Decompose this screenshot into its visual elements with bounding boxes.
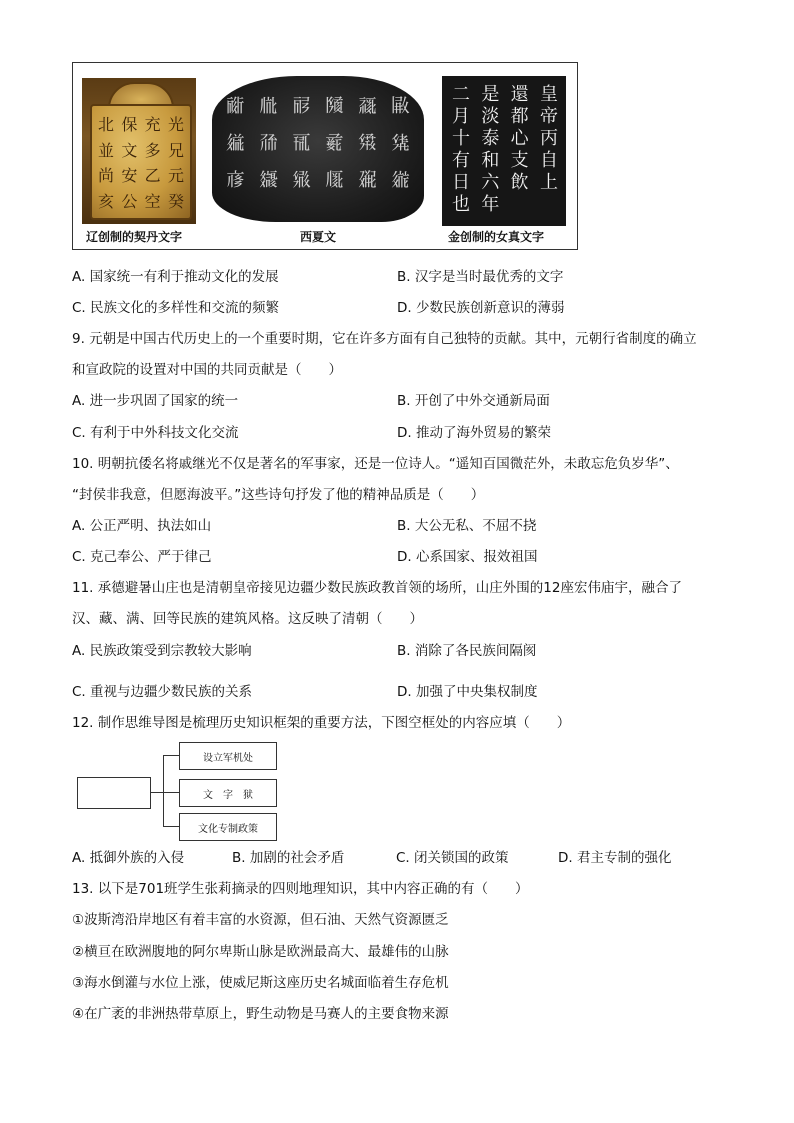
mind-map-connector	[150, 792, 163, 793]
khitan-glyph: 充	[144, 115, 161, 134]
jurchen-glyph: 自	[539, 150, 558, 171]
xixia-glyph: 𗠁	[226, 95, 246, 118]
q13-item-4: ④在广袤的非洲热带草原上，野生动物是马赛人的主要食物来源	[72, 1006, 449, 1022]
q13-item-2: ②横亘在欧洲腹地的阿尔卑斯山脉是欧洲最高大、最雄伟的山脉	[72, 944, 449, 960]
xixia-glyph: 𗂧	[324, 95, 344, 118]
xixia-glyph: 𗹙	[357, 95, 377, 118]
q10-option-a[interactable]: A. 公正严明、执法如山	[72, 518, 212, 534]
khitan-glyph: 癸	[167, 191, 184, 211]
caption-xixia: 西夏文	[300, 230, 337, 244]
q11-option-b[interactable]: B. 消除了各民族间隔阂	[397, 643, 537, 659]
q8-option-d[interactable]: D. 少数民族创新意识的薄弱	[397, 300, 565, 316]
xixia-glyph: 𗘂	[357, 168, 377, 191]
jurchen-glyph: 心	[510, 128, 529, 149]
caption-khitan: 辽创制的契丹文字	[86, 230, 183, 244]
q13-stem: 13. 以下是701班学生张莉摘录的四则地理知识，其中内容正确的有（ ）	[72, 881, 529, 897]
jurchen-glyph: 和	[481, 150, 500, 171]
xixia-glyph: 𗋽	[357, 131, 377, 154]
q12-option-c[interactable]: C. 闭关锁国的政策	[396, 850, 509, 866]
q9-option-c[interactable]: C. 有利于中外科技文化交流	[72, 425, 239, 441]
xixia-glyph: 𗋒	[291, 168, 311, 191]
jurchen-glyph: 二	[452, 84, 470, 105]
khitan-glyph: 並	[98, 140, 115, 160]
q12-option-b[interactable]: B. 加剧的社会矛盾	[232, 850, 345, 866]
xixia-glyph: 𗅲	[324, 168, 344, 191]
xixia-glyph: 𗈜	[324, 131, 344, 154]
khitan-column	[145, 112, 161, 212]
jurchen-glyph: 支	[510, 150, 529, 171]
khitan-glyph: 文	[121, 140, 138, 160]
jurchen-column	[540, 84, 558, 216]
xixia-glyph: 𗗙	[258, 131, 278, 154]
q9-stem-line-1: 9. 元朝是中国古代历史上的一个重要时期，它在许多方面有自己独特的贡献。其中，元朝行省制度的确立	[72, 331, 697, 347]
jurchen-glyph: 上	[539, 172, 558, 193]
khitan-column	[168, 112, 184, 212]
mind-map-blank-box[interactable]	[77, 777, 151, 809]
jurchen-glyph: 也	[452, 194, 470, 215]
jurchen-glyph: 都	[510, 106, 529, 127]
mind-map-node-3: 文化专制政策	[179, 813, 277, 841]
q10-option-b[interactable]: B. 大公无私、不屈不挠	[397, 518, 537, 534]
q10-option-d[interactable]: D. 心系国家、报效祖国	[397, 549, 538, 565]
q9-option-a[interactable]: A. 进一步巩固了国家的统一	[72, 393, 239, 409]
khitan-glyph: 北	[98, 115, 115, 134]
xixia-column	[325, 88, 344, 198]
xixia-glyph: 𗿼	[258, 168, 278, 191]
caption-jurchen: 金创制的女真文字	[448, 230, 545, 244]
q11-option-d[interactable]: D. 加强了中央集权制度	[397, 684, 538, 700]
q11-stem-line-2: 汉、藏、满、回等民族的建筑风格。这反映了清朝（ ）	[72, 611, 423, 627]
q9-option-b[interactable]: B. 开创了中外交通新局面	[397, 393, 550, 409]
mind-map-bracket	[163, 755, 164, 827]
khitan-glyph: 保	[121, 115, 138, 134]
mind-map-node-1: 设立军机处	[179, 742, 277, 770]
jurchen-glyph: 還	[510, 84, 529, 105]
jurchen-glyph: 十	[452, 128, 470, 149]
xixia-column	[259, 88, 278, 198]
jurchen-glyph: 丙	[539, 128, 558, 149]
q8-option-a[interactable]: A. 国家统一有利于推动文化的发展	[72, 269, 279, 285]
q8-option-c[interactable]: C. 民族文化的多样性和交流的频繁	[72, 300, 280, 316]
q13-item-1: ①波斯湾沿岸地区有着丰富的水资源，但石油、天然气资源匮乏	[72, 912, 449, 928]
jurchen-glyph: 日	[452, 172, 470, 193]
jurchen-glyph: 是	[481, 84, 500, 105]
jurchen-glyph: 淡	[481, 106, 500, 127]
xixia-column	[226, 88, 245, 198]
khitan-glyph: 尚	[98, 166, 115, 186]
xixia-glyph: 𗟲	[291, 95, 311, 118]
q11-option-a[interactable]: A. 民族政策受到宗教较大影响	[72, 643, 252, 659]
khitan-glyph: 元	[167, 166, 184, 186]
jurchen-glyph: 月	[452, 106, 470, 127]
xixia-glyph: 𗊻	[390, 131, 410, 154]
q11-option-c[interactable]: C. 重视与边疆少数民族的关系	[72, 684, 253, 700]
q9-option-d[interactable]: D. 推动了海外贸易的繁荣	[397, 425, 551, 441]
jurchen-glyph: 泰	[481, 128, 500, 149]
xixia-glyph: 𗀋	[291, 131, 311, 154]
khitan-glyph: 公	[121, 191, 138, 211]
khitan-glyph: 乙	[144, 166, 161, 186]
khitan-glyph: 亥	[98, 191, 115, 211]
khitan-glyph: 光	[167, 115, 184, 134]
jurchen-glyph: 六	[481, 172, 500, 193]
q10-option-c[interactable]: C. 克己奉公、严于律己	[72, 549, 212, 565]
jurchen-glyph: 帝	[539, 106, 558, 127]
xixia-column	[292, 88, 311, 198]
q12-option-a[interactable]: A. 抵御外族的入侵	[72, 850, 185, 866]
xixia-glyph: 𗇋	[226, 168, 246, 191]
jurchen-glyph: 皇	[539, 84, 558, 105]
xixia-glyph: 𗨁	[390, 168, 410, 191]
xixia-glyph: 𗄻	[258, 95, 278, 118]
xixia-stone-image	[212, 76, 424, 222]
khitan-glyph: 兄	[167, 140, 184, 160]
khitan-glyph: 空	[144, 191, 161, 211]
q10-stem-line-1: 10. 明朝抗倭名将戚继光不仅是著名的军事家，还是一位诗人。“遥知百国微茫外，未敢忘危负岁华”、	[72, 456, 679, 472]
q12-stem: 12. 制作思维导图是梳理历史知识框架的重要方法，下图空框处的内容应填（ ）	[72, 715, 571, 731]
mind-map-node-2: 文 字 狱	[179, 779, 277, 807]
xixia-glyph: 𗁹	[390, 95, 410, 118]
jurchen-column	[511, 84, 529, 216]
khitan-seal-image	[82, 78, 196, 224]
xixia-column	[358, 88, 377, 198]
seal-face	[90, 104, 192, 220]
mind-map-branch-1	[163, 755, 179, 756]
khitan-column	[121, 112, 137, 212]
khitan-glyph: 安	[121, 166, 138, 186]
khitan-glyph: 多	[144, 140, 161, 160]
q13-item-3: ③海水倒灌与水位上涨，使威尼斯这座历史名城面临着生存危机	[72, 975, 449, 991]
jurchen-glyph: 年	[481, 194, 500, 215]
xixia-glyph: 𗨉	[226, 131, 246, 154]
xixia-column	[391, 88, 410, 198]
jurchen-column	[481, 84, 499, 216]
q10-stem-line-2: “封侯非我意，但愿海波平。”这些诗句抒发了他的精神品质是（ ）	[72, 487, 485, 503]
q11-stem-line-1: 11. 承德避暑山庄也是清朝皇帝接见边疆少数民族政教首领的场所，山庄外围的12座宏伟庙宇，融合了	[72, 580, 682, 596]
jurchen-column	[452, 84, 470, 216]
q9-stem-line-2: 和宣政院的设置对中国的共同贡献是（ ）	[72, 362, 342, 378]
mind-map-branch-2	[163, 792, 179, 793]
jurchen-glyph: 有	[452, 150, 470, 171]
jurchen-rubbing-image	[442, 76, 566, 226]
q8-option-b[interactable]: B. 汉字是当时最优秀的文字	[397, 269, 564, 285]
q12-option-d[interactable]: D. 君主专制的强化	[558, 850, 672, 866]
mind-map-branch-3	[163, 826, 179, 827]
khitan-column	[98, 112, 114, 212]
jurchen-glyph: 飲	[510, 172, 529, 193]
